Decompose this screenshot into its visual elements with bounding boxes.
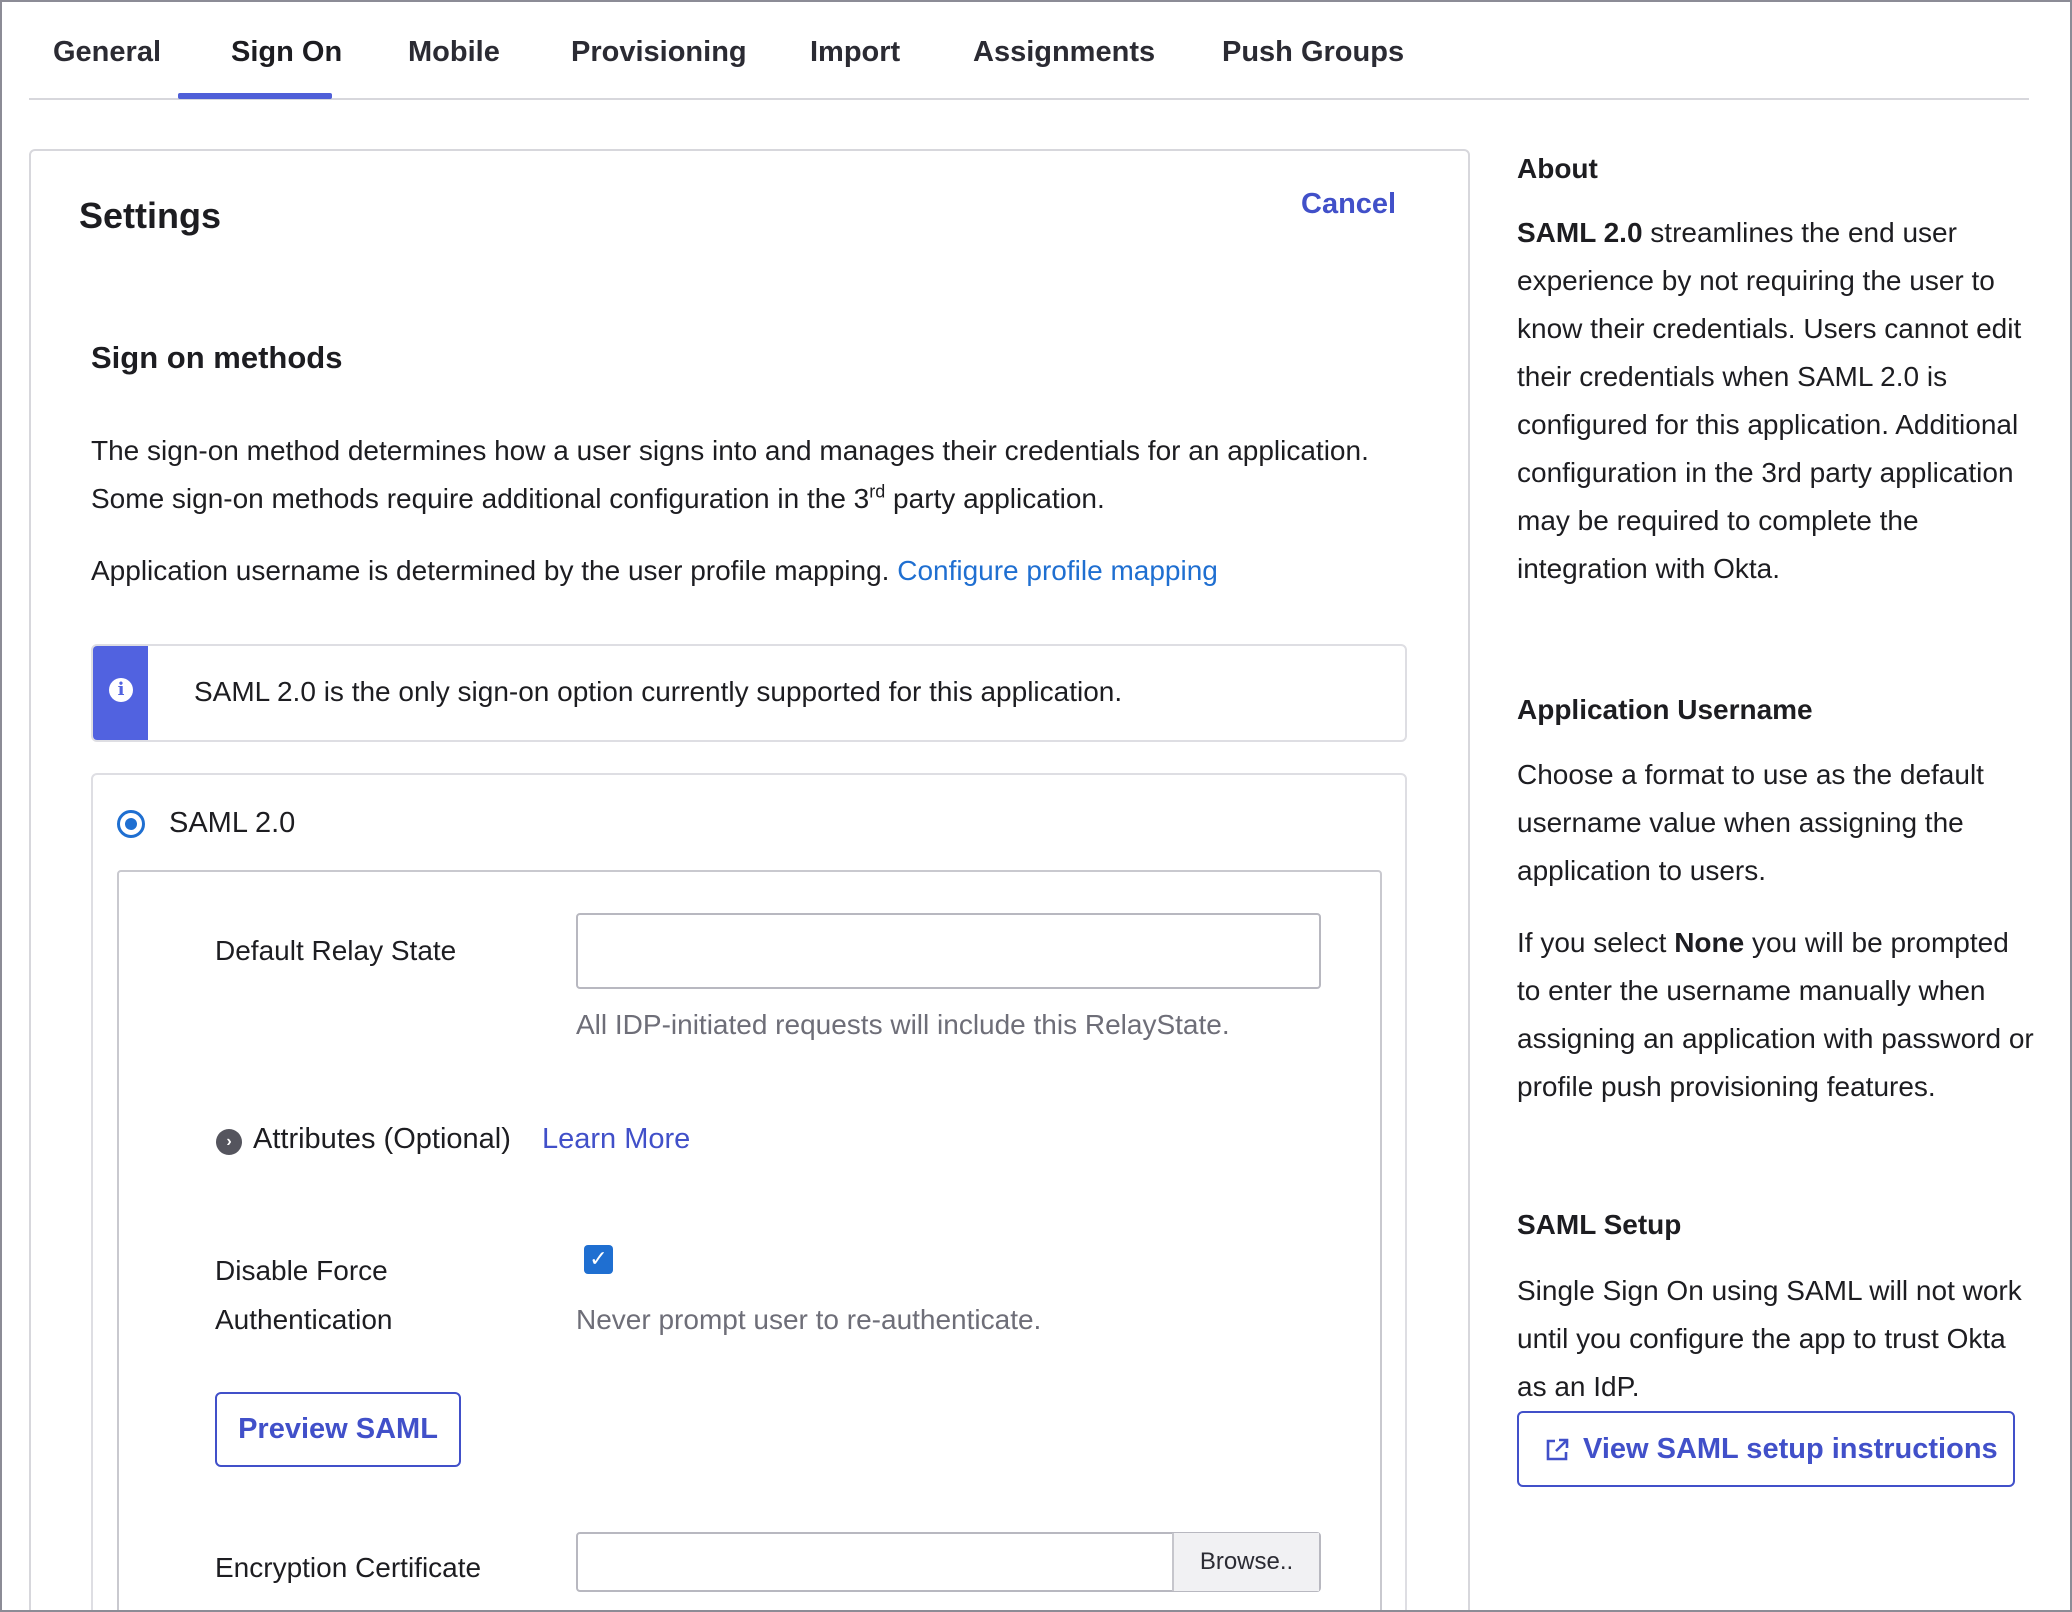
attributes-toggle[interactable]: Attributes (Optional) [253, 1123, 511, 1155]
active-tab-indicator [178, 93, 332, 99]
view-saml-instructions-button[interactable]: View SAML setup instructions [1517, 1411, 2015, 1487]
disable-force-label: Disable Force [215, 1255, 388, 1286]
sign-on-methods-heading: Sign on methods [91, 340, 343, 375]
none-option-text: If you select None you will be prompted to enter the username manually when assigning an application with password or profile push provisioning features. [1517, 927, 2034, 1102]
disable-force-hint: Never prompt user to re-authenticate. [576, 1304, 1042, 1335]
relay-state-hint: All IDP-initiated requests will include this RelayState. [576, 1009, 1230, 1040]
browse-button[interactable]: Browse.. [1172, 1533, 1319, 1591]
learn-more-link[interactable]: Learn More [542, 1123, 691, 1155]
tab-push-groups[interactable]: Push Groups [1222, 36, 1405, 68]
chevron-right-icon[interactable]: › [216, 1129, 242, 1155]
tab-sign-on[interactable]: Sign On [231, 36, 343, 68]
tab-general[interactable]: General [53, 36, 161, 68]
saml-setup-heading: SAML Setup [1517, 1209, 1682, 1240]
saml-radio[interactable] [117, 810, 145, 838]
checkmark-icon: ✓ [589, 1247, 608, 1272]
sign-on-description: The sign-on method determines how a user signs into and manages their credentials for an application. Some sign-on methods require additional configuration in the 3rd party application. [91, 435, 1369, 514]
encryption-certificate-label: Encryption Certificate [215, 1552, 482, 1583]
app-username-text: Choose a format to use as the default username value when assigning the application to users. [1517, 759, 1984, 886]
settings-title: Settings [79, 195, 222, 236]
info-banner [91, 644, 1407, 742]
relay-state-input[interactable] [576, 913, 1321, 989]
app-username-heading: Application Username [1517, 694, 1813, 725]
tab-assignments[interactable]: Assignments [973, 36, 1156, 68]
saml-radio-label[interactable]: SAML 2.0 [169, 807, 296, 839]
info-icon: i [109, 678, 133, 702]
about-text: SAML 2.0 streamlines the end user experience by not requiring the user to know their credentials. Users cannot edit their credentials when SAML 2.0 is configured for this application. Additional configuration in the 3rd party application may be required to complete the integration with Okta. [1517, 217, 2022, 584]
banner-text: SAML 2.0 is the only sign-on option currently supported for this application. [194, 676, 1123, 707]
tab-provisioning[interactable]: Provisioning [571, 36, 747, 68]
disable-force-label-line2: Authentication [215, 1304, 393, 1335]
external-link-icon [1544, 1437, 1570, 1463]
preview-saml-button[interactable]: Preview SAML [215, 1392, 461, 1467]
tab-mobile[interactable]: Mobile [408, 36, 500, 68]
configure-profile-mapping-link[interactable]: Configure profile mapping [897, 555, 1218, 586]
saml-setup-text: Single Sign On using SAML will not work until you configure the app to trust Okta as an IdP. [1517, 1275, 2022, 1402]
cancel-button[interactable]: Cancel [1301, 188, 1397, 220]
relay-state-label: Default Relay State [215, 935, 457, 966]
tab-import[interactable]: Import [810, 36, 901, 68]
about-heading: About [1517, 153, 1598, 184]
disable-force-checkbox[interactable] [584, 1245, 613, 1274]
username-mapping-text: Application username is determined by the user profile mapping. Configure profile mapping [91, 555, 1218, 586]
